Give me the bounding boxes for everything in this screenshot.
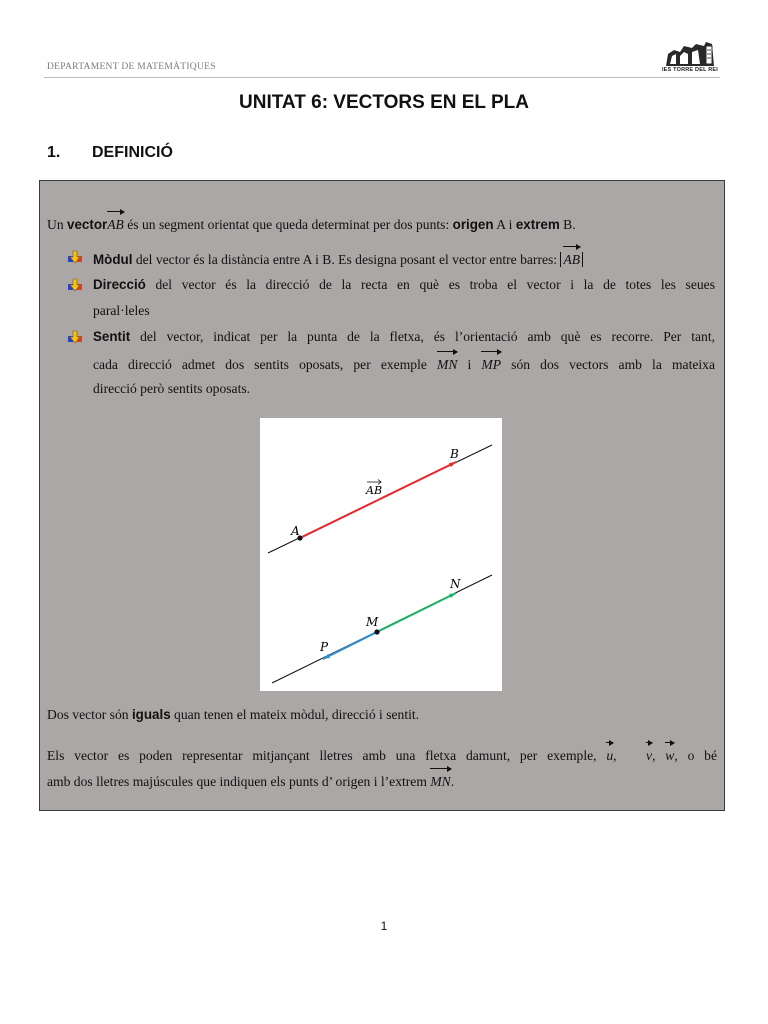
text-run: són dos vectors amb la mateixa	[501, 357, 716, 372]
vector-mn: MN	[430, 767, 450, 795]
bullet-direccio-line1	[93, 272, 715, 298]
text-run: amb dos lletres majúscules que indiquen els punts d’ origen i l’extrem	[47, 774, 431, 789]
vector-mp: MP	[481, 350, 501, 378]
text-run: quan tenen el mateix mòdul, direcció i sentit.	[170, 707, 420, 722]
representation-line2	[47, 767, 717, 795]
equal-vectors-paragraph	[47, 702, 717, 728]
page-number: 1	[380, 919, 388, 933]
section-title: DEFINICIÓ	[92, 144, 173, 161]
section-heading	[47, 144, 173, 162]
vector-ab: AB	[563, 245, 580, 273]
vector-mn: MN	[437, 350, 457, 378]
text-run: és un segment orientat que queda determinat per dos punts:	[123, 217, 453, 232]
label-n: N	[450, 577, 461, 591]
header-divider	[44, 77, 720, 78]
text-run: , o bé	[674, 748, 718, 763]
bullet-direccio-line2: paral·leles	[93, 303, 150, 318]
vector-mn-segment	[377, 593, 456, 632]
label-ab: AB	[366, 484, 383, 497]
definition-paragraph	[47, 210, 717, 238]
label-b: B	[450, 447, 459, 461]
page-title: UNITAT 6: VECTORS EN EL PLA	[239, 92, 529, 113]
vector-ab-arrowhead	[449, 462, 456, 467]
text-run: .	[450, 774, 455, 789]
term-extrem: extrem	[515, 217, 560, 232]
label-a: A	[291, 524, 300, 538]
point-m	[374, 629, 379, 634]
text-run: Dos vector són	[47, 707, 132, 722]
school-logo-text: IES TORRE DEL REI	[661, 67, 719, 73]
vector-w: w	[665, 741, 674, 769]
text-run: i	[457, 357, 482, 372]
text-run: del vector, indicat per la punta de la fletxa, és l’orientació amb què es recorre. Per tant,	[130, 329, 715, 344]
text-run: cada direcció admet dos sentits oposats, per exemple	[93, 357, 438, 372]
bullet-modul	[93, 245, 717, 273]
label-m: M	[366, 615, 379, 629]
text-run: A i	[493, 217, 516, 232]
text-run: del vector és la distància entre A i B. Es designa posant el vector entre barres:	[132, 252, 561, 267]
representation-line1	[47, 741, 717, 769]
vector-mp-segment	[323, 632, 377, 659]
vector-ab: AB	[107, 210, 124, 238]
vectors-figure	[260, 418, 502, 691]
text-run: B.	[559, 217, 576, 232]
department-header: DEPARTAMENT DE MATEMÀTIQUES	[47, 62, 216, 72]
vector-ab-segment	[300, 462, 456, 538]
bullet-sentit-line1	[93, 324, 715, 350]
text-run: del vector és la direcció de la recta en què es troba el vector i la de totes les seues	[145, 277, 715, 292]
bullet-sentit-line2	[93, 350, 715, 378]
text-run: ,	[652, 748, 666, 763]
bullet-arrow-icon	[68, 250, 82, 264]
term-direccio: Direcció	[93, 277, 146, 292]
term-sentit: Sentit	[93, 329, 131, 344]
vector-mn-arrowhead	[449, 593, 456, 598]
vector-u: u	[606, 741, 613, 769]
vector-modulus	[560, 252, 583, 267]
term-vector: vector	[67, 217, 108, 232]
section-number: 1.	[47, 144, 61, 161]
bullet-arrow-icon	[68, 278, 82, 292]
bullet-sentit-line3: direcció però sentits oposats.	[93, 381, 251, 396]
term-origen: origen	[452, 217, 494, 232]
term-iguals: iguals	[131, 707, 171, 722]
vector-v: v	[646, 741, 652, 769]
bullet-arrow-icon	[68, 330, 82, 344]
text-run: ,	[613, 748, 647, 763]
text-run: Un	[47, 217, 68, 232]
text-run: Els vector es poden representar mitjançant lletres amb una fletxa damunt, per exemple,	[47, 748, 607, 763]
label-p: P	[320, 640, 329, 654]
term-modul: Mòdul	[93, 252, 133, 267]
